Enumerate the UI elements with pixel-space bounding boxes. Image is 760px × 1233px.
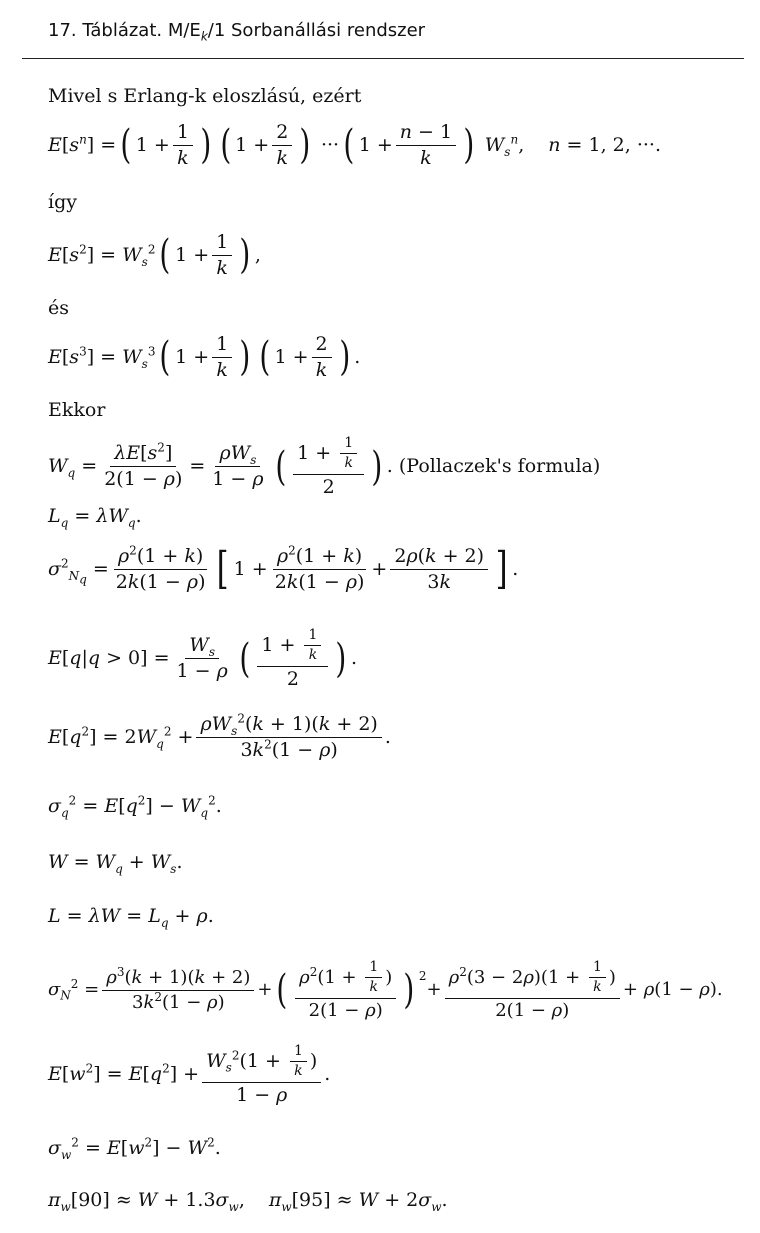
header-divider (22, 58, 744, 59)
formula-lq: $L_q = \lambda W_q$. (48, 505, 142, 530)
formula-var-w: $\sigma_w^2 = E[w^2] - W^2$. (48, 1135, 221, 1162)
formula-var-nq: $\sigma^2_{N_q}$ = $\frac{\rho^2(1 + k)}{2k(1 - \rho)}$ [ 1 + $\frac{\rho^2(1 + k)}{2k(1 - \rho)}$ + $\frac{2\rho(k + 2)}{3k}$ ] . (48, 543, 519, 595)
intro-text: Mivel s Erlang-k eloszlású, ezért (48, 85, 362, 107)
page-title: 17. Táblázat. $M/E_k/1$ Sorbanállási rendszer (48, 20, 426, 44)
formula-ew2: $E[w^2] = E[q^2]$ + $W_s^2(1$ + $\frac{1}{k}$ ) 1 − ρ . (48, 1043, 331, 1106)
formula-wq: $W_q$ = $\frac{\lambda E[s^2]}{2(1 - \rho)}$ = $\frac{\rho W_s}{1 - \rho}$ ( 1 + $\frac{1}{k}$ 2 ) . (Pollaczek's formula) (48, 435, 601, 498)
igy-text: így (48, 191, 77, 213)
formula-cond-q: E[q|q > 0] = $\frac{W_s}{1 - \rho}$ ( 1 + $\frac{1}{k}$ 2 ) . (48, 627, 358, 690)
formula-var-n: $\sigma_N^2$ = $\frac{\rho^3(k + 1)(k + 2)}{3k^2(1 - \rho)}$ + ( $\rho^2(1$ + $\frac{1}{k}$ ) 2(1 − ρ) ) $^2$ + $\rho^2(3 - 2\rho)(1$ + $\frac{1}{k}$ ) 2(1 − ρ) + ρ(1 − ρ). (48, 959, 723, 1021)
es-text: és (48, 297, 69, 319)
ekkor-text: Ekkor (48, 399, 106, 421)
formula-percentiles: $\pi_w[90] \approx W + 1.3\sigma_w$, $\pi_w[95] \approx W + 2\sigma_w$. (48, 1189, 448, 1214)
formula-var-q: $\sigma_q^2 = E[q^2] - W_q^2$. (48, 793, 222, 820)
formula-moment-2: $E[s^2] = W_s^2$ ( 1 + $\frac{1}{k}$ ) , (48, 231, 261, 279)
formula-eq2: $E[q^2] = 2W_q^2$ + $\frac{\rho W_s^2(k + 1)(k + 2)}{3k^2(1 - \rho)}$ . (48, 711, 391, 761)
formula-moment-n: $E[s^n]$ = ( 1 + $\frac{1}{k}$ ) ( 1 + $\frac{2}{k}$ ) ··· ( 1 + $\frac{n - 1}{k}$ ) $W_s^n$, n = 1, 2, ···. (48, 121, 661, 169)
formula-w: $W = W_q + W_s$. (48, 851, 183, 876)
formula-moment-3: $E[s^3] = W_s^3$ ( 1 + $\frac{1}{k}$ ) ( 1 + $\frac{2}{k}$ ) . (48, 333, 361, 381)
formula-l: $L = \lambda W = L_q + \rho$. (48, 905, 214, 930)
